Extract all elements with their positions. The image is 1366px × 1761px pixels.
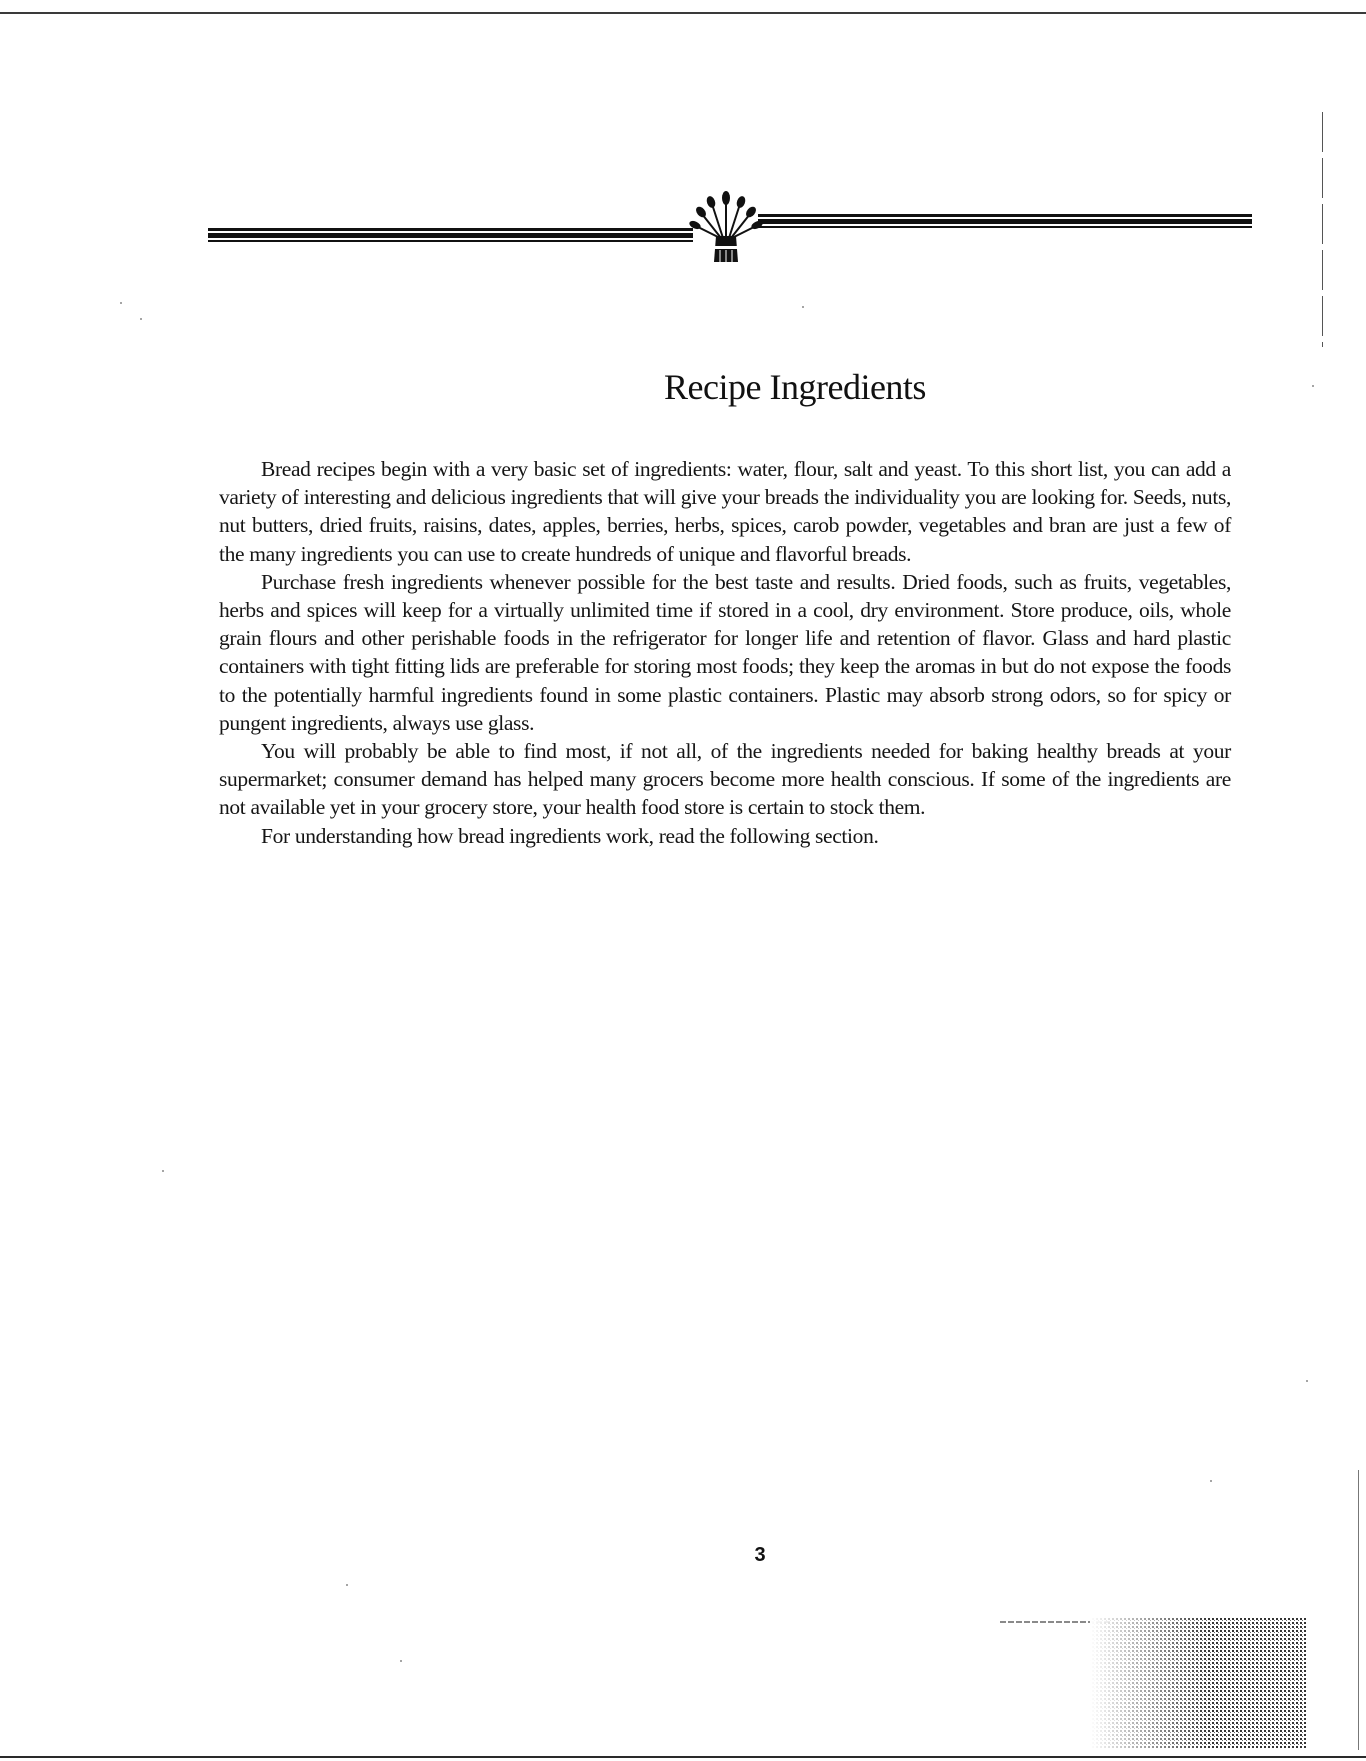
paragraph-following-section: For understanding how bread ingredients work, read the following section. [261,823,879,848]
scan-speck [1210,1480,1212,1482]
scan-speck [120,302,122,304]
scan-speck [346,1584,348,1586]
paragraph-fresh-ingredients: Purchase fresh ingredients whenever possible for the best taste and results. Dried foods, such as fruits, vegetables, herbs and spices will keep for a virtually unlimited time if stored in a cool, dry environment. Store produce, oils, whole grain flours and other perishable foods in the refrigerator for longer life and retention of flavor. Glass and hard plastic containers with tight fitting lids are preferable for storing most foods; they keep the aromas in but do not expose the foods to the potentially harmful ingredients found in some plastic containers. Plastic may absorb strong odors, so for spicy or pungent ingredients, always use glass. [219,569,1231,735]
paragraph-basic-ingredients: Bread recipes begin with a very basic set of ingredients: water, flour, salt and yeast. To this short list, you can add a variety of interesting and delicious ingredients that will give your breads the individuality you are looking for. Seeds, nuts, nut butters, dried fruits, raisins, dates, apples, berries, herbs, spices, carob powder, vegetables and bran are just a few of the many ingredients you can use to create hundreds of unique and flavorful breads. [219,457,1231,566]
scan-speck [162,1170,164,1172]
scan-speck [1306,1380,1308,1382]
scan-speck [802,306,804,308]
scan-speck [1312,385,1314,387]
scan-bottom-border [0,1756,1366,1758]
scan-speck [140,318,142,320]
scan-top-border [0,12,1366,14]
scan-speck [400,1660,402,1662]
paragraph-supermarket: You will probably be able to find most, if not all, of the ingredients needed for baking healthy breads at your supermarket; consumer demand has helped many grocers become more health conscious. If some of the ingredients are not available yet in your grocery store, your health food store is certain to stock them. [219,739,1231,820]
wheat-sheaf-icon [688,191,764,262]
body-text [219,455,1231,850]
scan-corner-artifact [1000,1610,1310,1750]
page-number: 3 [754,1544,766,1566]
scan-right-edge-artifact-lower [1358,1470,1359,1750]
page-title: Recipe Ingredients [664,367,926,407]
header-ornament [208,188,1252,264]
scan-right-edge-artifact [1322,112,1323,347]
